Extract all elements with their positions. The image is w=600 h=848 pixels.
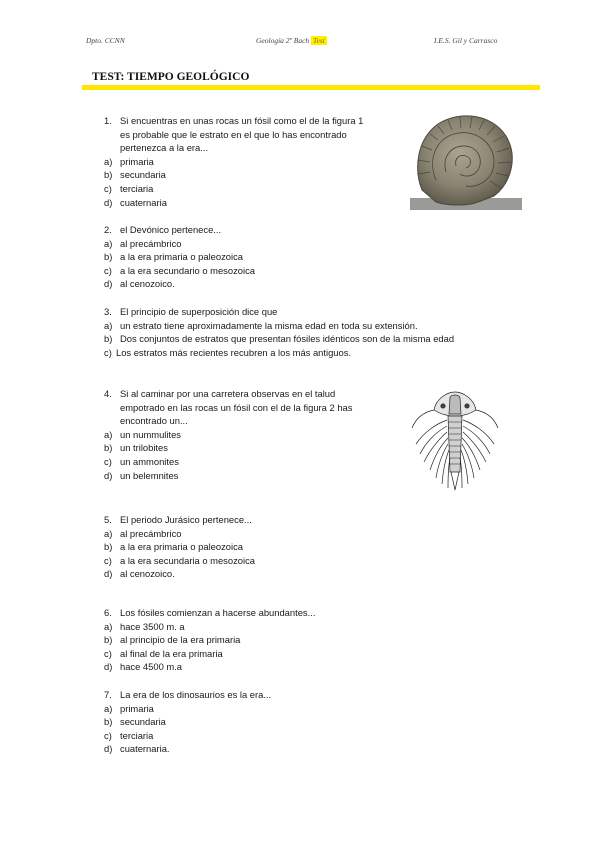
option-text: cuaternaria bbox=[120, 196, 167, 208]
option-text: primaria bbox=[120, 155, 154, 167]
ammonite-fossil-image bbox=[408, 110, 524, 212]
question-3 bbox=[0, 305, 500, 359]
header-school: I.E.S. Gil y Carrasco bbox=[434, 36, 498, 45]
option-text: primaria bbox=[120, 702, 154, 714]
header-department: Dpto. CCNN bbox=[86, 36, 125, 45]
option-d[interactable] bbox=[0, 277, 400, 291]
option-text: Los estratos más recientes recubren a los más antiguos. bbox=[116, 346, 352, 358]
option-d[interactable] bbox=[0, 567, 400, 581]
option-c[interactable] bbox=[0, 346, 500, 360]
stem-line: es probable que le estrato en el que lo has encontrado bbox=[120, 128, 347, 140]
stem-line: Si al caminar por una carretera observas en el talud bbox=[120, 388, 336, 399]
option-b[interactable] bbox=[0, 633, 400, 647]
page-header bbox=[86, 36, 516, 48]
option-text: al principio de la era primaria bbox=[120, 634, 241, 646]
option-d[interactable] bbox=[0, 469, 400, 483]
option-letter: d) bbox=[104, 661, 113, 673]
option-a[interactable] bbox=[0, 155, 400, 169]
stem-line: Los fósiles comienzan a hacerse abundantes... bbox=[120, 607, 316, 618]
option-letter: d) bbox=[104, 469, 113, 481]
question-1 bbox=[0, 114, 400, 209]
option-text: un belemnites bbox=[120, 469, 179, 481]
stem-line: pertenezca a la era... bbox=[120, 142, 209, 154]
header-course-highlight: Test bbox=[313, 36, 325, 45]
option-text: terciaria bbox=[120, 182, 154, 194]
option-letter: b) bbox=[104, 333, 113, 345]
stem-line: La era de los dinosaurios es la era... bbox=[120, 689, 272, 700]
option-text: un ammonites bbox=[120, 455, 179, 467]
option-c[interactable] bbox=[0, 554, 400, 568]
option-letter: b) bbox=[104, 251, 113, 263]
option-letter: a) bbox=[104, 155, 113, 167]
question-stem bbox=[0, 513, 400, 527]
option-letter: d) bbox=[104, 568, 113, 580]
option-b[interactable] bbox=[0, 250, 400, 264]
option-a[interactable] bbox=[0, 237, 400, 251]
option-letter: a) bbox=[104, 702, 113, 714]
question-6 bbox=[0, 606, 400, 674]
option-letter: c) bbox=[104, 264, 112, 276]
option-letter: a) bbox=[104, 319, 113, 331]
title-underline-bar bbox=[82, 85, 540, 90]
option-a[interactable] bbox=[0, 527, 400, 541]
option-text: secundaria bbox=[120, 169, 166, 181]
option-c[interactable] bbox=[0, 264, 400, 278]
option-text: un trilobites bbox=[120, 442, 168, 454]
option-text: un nummulites bbox=[120, 428, 181, 440]
option-c[interactable] bbox=[0, 182, 400, 196]
option-text: a la era secundaria o mesozoica bbox=[120, 554, 255, 566]
option-text: al precámbrico bbox=[120, 527, 182, 539]
question-stem bbox=[0, 305, 500, 319]
option-letter: c) bbox=[104, 729, 112, 741]
option-letter: d) bbox=[104, 278, 113, 290]
option-b[interactable] bbox=[0, 332, 500, 346]
question-stem bbox=[0, 688, 400, 702]
option-a[interactable] bbox=[0, 702, 400, 716]
option-text: a la era secundario o mesozoica bbox=[120, 264, 255, 276]
question-number: 5. bbox=[104, 514, 112, 525]
option-text: al final de la era primaria bbox=[120, 647, 223, 659]
option-d[interactable] bbox=[0, 196, 400, 210]
question-number: 1. bbox=[104, 115, 112, 126]
option-letter: b) bbox=[104, 442, 113, 454]
option-letter: c) bbox=[104, 554, 112, 566]
option-letter: a) bbox=[104, 620, 113, 632]
trilobite-drawing bbox=[412, 392, 498, 490]
question-stem bbox=[0, 606, 400, 620]
option-a[interactable] bbox=[0, 319, 500, 333]
option-text: a la era primaria o paleozoica bbox=[120, 541, 243, 553]
option-c[interactable] bbox=[0, 647, 400, 661]
option-text: al cenozoico. bbox=[120, 568, 175, 580]
stem-line: El periodo Jurásico pertenece... bbox=[120, 514, 252, 525]
option-text: Dos conjuntos de estratos que presentan fósiles idénticos son de la misma edad bbox=[120, 333, 455, 345]
ammonite-shell bbox=[418, 116, 513, 205]
option-letter: c) bbox=[104, 182, 112, 194]
question-number: 6. bbox=[104, 607, 112, 618]
option-text: secundaria bbox=[120, 716, 166, 728]
option-text: cuaternaria. bbox=[120, 743, 170, 755]
option-letter: a) bbox=[104, 527, 113, 539]
question-4 bbox=[0, 387, 400, 482]
option-letter: b) bbox=[104, 541, 113, 553]
stem-line: encontrado un... bbox=[120, 415, 188, 427]
option-c[interactable] bbox=[0, 729, 400, 743]
question-number: 7. bbox=[104, 689, 112, 700]
option-b[interactable] bbox=[0, 715, 400, 729]
question-number: 2. bbox=[104, 224, 112, 235]
option-text: terciaria bbox=[120, 729, 154, 741]
option-d[interactable] bbox=[0, 660, 400, 674]
option-b[interactable] bbox=[0, 540, 400, 554]
option-letter: d) bbox=[104, 196, 113, 208]
option-letter: a) bbox=[104, 237, 113, 249]
option-text: hace 4500 m.a bbox=[120, 661, 183, 673]
option-b[interactable] bbox=[0, 168, 400, 182]
question-number: 4. bbox=[104, 388, 112, 399]
option-a[interactable] bbox=[0, 428, 400, 442]
question-stem bbox=[0, 387, 400, 428]
option-letter: c) bbox=[104, 346, 112, 358]
stem-line: El principio de superposición dice que bbox=[120, 306, 278, 317]
option-letter: d) bbox=[104, 743, 113, 755]
question-5 bbox=[0, 513, 400, 581]
option-letter: b) bbox=[104, 169, 113, 181]
option-d[interactable] bbox=[0, 742, 400, 756]
document-title: TEST: TIEMPO GEOLÓGICO bbox=[92, 71, 250, 83]
option-a[interactable] bbox=[0, 620, 400, 634]
option-letter: b) bbox=[104, 716, 113, 728]
option-letter: a) bbox=[104, 428, 113, 440]
option-text: hace 3500 m. a bbox=[120, 620, 185, 632]
option-text: al cenozoico. bbox=[120, 278, 175, 290]
option-b[interactable] bbox=[0, 441, 400, 455]
option-letter: c) bbox=[104, 455, 112, 467]
stem-line: Si encuentras en unas rocas un fósil como el de la figura 1 bbox=[120, 115, 364, 126]
question-stem bbox=[0, 223, 400, 237]
option-text: al precámbrico bbox=[120, 237, 182, 249]
option-text: a la era primaria o paleozoica bbox=[120, 251, 243, 263]
option-text: un estrato tiene aproximadamente la misma edad en toda su extensión. bbox=[120, 319, 418, 331]
question-2 bbox=[0, 223, 400, 291]
question-7 bbox=[0, 688, 400, 756]
stem-line: empotrado en las rocas un fósil con el de la figura 2 has bbox=[120, 401, 353, 413]
trilobite-fossil-image bbox=[410, 388, 500, 492]
option-letter: c) bbox=[104, 647, 112, 659]
question-stem bbox=[0, 114, 400, 155]
header-course bbox=[256, 36, 327, 45]
header-course-name: Geología 2º Bach bbox=[256, 36, 310, 45]
stem-line: el Devónico pertenece... bbox=[120, 224, 222, 235]
option-letter: b) bbox=[104, 634, 113, 646]
question-number: 3. bbox=[104, 306, 112, 317]
option-c[interactable] bbox=[0, 455, 400, 469]
